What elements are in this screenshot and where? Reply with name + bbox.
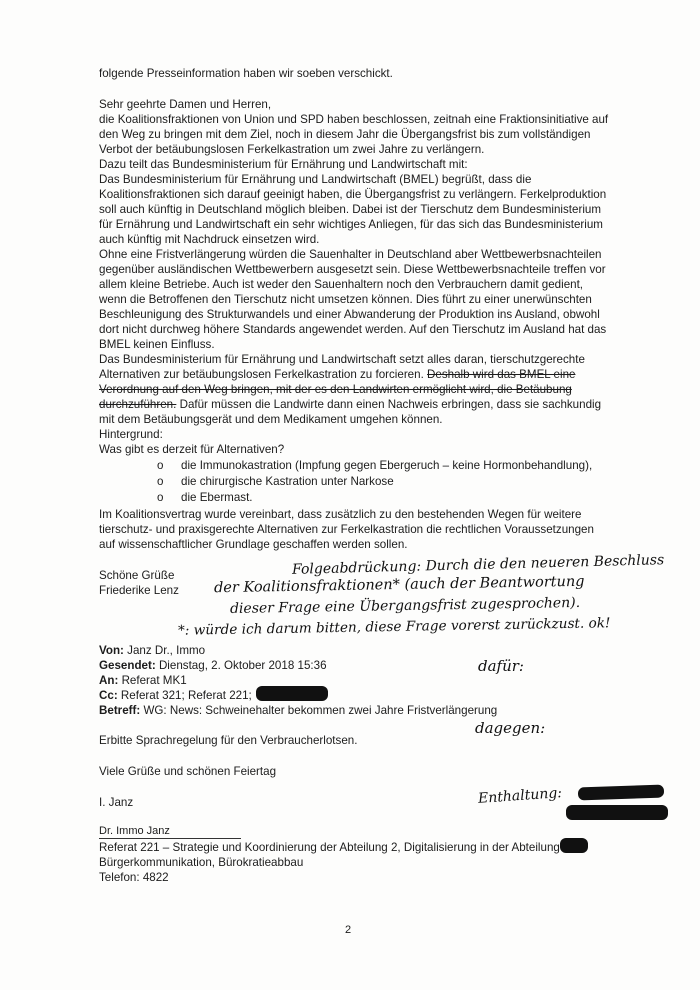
- section-heading: Hintergrund:: [99, 428, 163, 441]
- handwritten-note-line: der Koalitionsfraktionen* (auch der Beantwortung: [213, 573, 585, 597]
- request-line: Erbitte Sprachregelung für den Verbraucherlotsen.: [99, 734, 358, 747]
- body-line: gegenüber ausländischen Wettbewerbern ausgesetzt sein. Diese Wettbewerbsnachteile treffen vor: [99, 263, 606, 276]
- body-line: auf wissenschaftlicher Grundlage geschaffen werden sollen.: [99, 538, 408, 551]
- body-line-struck: [99, 382, 572, 397]
- bullet-text: die chirurgische Kastration unter Narkose: [181, 475, 394, 488]
- bullet-item: [157, 458, 592, 473]
- redaction-block: [578, 785, 664, 801]
- subject-label: Betreff:: [99, 704, 141, 717]
- question-line: Was gibt es derzeit für Alternativen?: [99, 443, 285, 456]
- page-number: 2: [345, 924, 352, 936]
- body-line: den Weg zu bringen mit dem Ziel, noch in diesem Jahr die Übergangsfrist bis zum vollständigen: [99, 128, 591, 141]
- body-line-partially-struck: [99, 367, 575, 382]
- header-cc: [99, 688, 252, 703]
- body-line: tierschutz- und praxisgerechte Alternativen zur Ferkelkastration die rechtlichen Voraussetzungen: [99, 523, 594, 536]
- body-line: Ohne eine Fristverlängerung würden die Sauenhalter in Deutschland aber Wettbewerbsnachteilen: [99, 248, 602, 261]
- signature-line: Bürgerkommunikation, Bürokratieabbau: [99, 856, 304, 869]
- header-from: [99, 643, 205, 658]
- from-label: Von:: [99, 644, 124, 657]
- regards-line: Viele Grüße und schönen Feiertag: [99, 765, 277, 778]
- body-line: Im Koalitionsvertrag wurde vereinbart, dass zusätzlich zu den bestehenden Wegen für weitere: [99, 508, 582, 521]
- initials: I. Janz: [99, 796, 134, 809]
- handwritten-note-line: *: würde ich darum bitten, diese Frage vorerst zurückzust. ok!: [177, 615, 611, 639]
- bullet-marker: o: [157, 491, 164, 504]
- redaction-block: [256, 686, 328, 701]
- body-line: die Koalitionsfraktionen von Union und SPD haben beschlossen, zeitnah eine Fraktionsinitiative auf: [99, 113, 609, 126]
- body-line: Koalitionsfraktionen sich darauf geeinigt haben, die Übergangsfrist zu verlängern. Ferkelproduktion: [99, 188, 607, 201]
- body-line: Dazu teilt das Bundesministerium für Ernährung und Landwirtschaft mit:: [99, 158, 468, 171]
- sender-name: Friederike Lenz: [99, 584, 179, 597]
- bullet-marker: o: [157, 475, 164, 488]
- redaction-block: [566, 805, 668, 820]
- handwritten-enthaltung: Enthaltung:: [477, 785, 563, 807]
- signature-line: Referat 221 – Strategie und Koordinierung der Abteilung 2, Digitalisierung in der Abteilung: [99, 841, 560, 854]
- body-line: Verbot der betäubungslosen Ferkelkastration um zwei Jahre zu verlängern.: [99, 143, 485, 156]
- struck-text: durchzuführen.: [99, 398, 177, 411]
- bullet-text: die Immunokastration (Impfung gegen Ebergeruch – keine Hormonbehandlung),: [181, 459, 593, 472]
- to-value: Referat MK1: [121, 674, 187, 687]
- body-line: dort nicht durchweg höhere Standards angewendet werden. Auf den Tierschutz im Ausland hat das: [99, 323, 607, 336]
- from-value: Janz Dr., Immo: [127, 644, 206, 657]
- plain-text: Dafür müssen die Landwirte dann einen Nachweis erbringen, dass sie sachkundig: [176, 398, 602, 411]
- greeting: Schöne Grüße: [99, 569, 175, 582]
- body-line: für Ernährung und Landwirtschaft ein sehr wichtiges Anliegen, für das sich das Bundesministerium: [99, 218, 603, 231]
- signature-name: Dr. Immo Janz: [99, 825, 170, 837]
- cc-value: Referat 321; Referat 221;: [120, 689, 252, 702]
- handwritten-dafuer: dafür:: [478, 657, 524, 675]
- handwritten-note-line: dieser Frage eine Übergangsfrist zugesprochen).: [229, 594, 581, 618]
- struck-text: Deshalb wird das BMEL eine: [427, 368, 576, 381]
- subject-value: WG: News: Schweinehalter bekommen zwei Jahre Fristverlängerung: [143, 704, 498, 717]
- body-line: mit dem Betäubungsgerät und dem Medikament umgehen können.: [99, 413, 443, 426]
- to-label: An:: [99, 674, 119, 687]
- bullet-marker: o: [157, 459, 164, 472]
- body-line: soll auch künftig in Deutschland möglich bleiben. Dabei ist der Tierschutz dem Bundesministerium: [99, 203, 602, 216]
- bullet-item: [157, 474, 394, 489]
- header-subject: [99, 703, 497, 718]
- intro-line: folgende Presseinformation haben wir soeben verschickt.: [99, 67, 393, 80]
- cc-label: Cc:: [99, 689, 118, 702]
- body-line: wenn die Betroffenen den Tierschutz nicht umsetzen können. Dies führt zu einer unerwünschten: [99, 293, 592, 306]
- header-to: [99, 673, 187, 688]
- body-line-partially-struck: [99, 397, 601, 412]
- body-line: Das Bundesministerium für Ernährung und Landwirtschaft setzt alles daran, tierschutzgerechte: [99, 353, 585, 366]
- body-line: Beschleunigung des Strukturwandels und einer Abwanderung der Produktion ins Ausland, obwohl: [99, 308, 600, 321]
- plain-text: Alternativen zur betäubungslosen Ferkelkastration zu forcieren.: [99, 368, 428, 381]
- body-line: BMEL keinen Einfluss.: [99, 338, 215, 351]
- struck-text: Verordnung auf den Weg bringen, mit der es den Landwirten ermöglicht wird, die Betäubung: [99, 383, 572, 396]
- redaction-block: [560, 838, 588, 853]
- body-line: auch künftig mit Nachdruck einsetzen wird.: [99, 233, 320, 246]
- sent-label: Gesendet:: [99, 659, 156, 672]
- sent-value: Dienstag, 2. Oktober 2018 15:36: [158, 659, 327, 672]
- signature-divider: [99, 838, 241, 839]
- handwritten-note-line: Folgeabdrückung: Durch die den neueren Beschluss: [291, 552, 665, 578]
- body-line: Das Bundesministerium für Ernährung und Landwirtschaft (BMEL) begrüßt, dass die: [99, 173, 532, 186]
- handwritten-dagegen: dagegen:: [475, 719, 546, 737]
- bullet-item: [157, 490, 253, 505]
- header-sent: [99, 658, 327, 673]
- bullet-text: die Ebermast.: [181, 491, 253, 504]
- signature-line: Telefon: 4822: [99, 871, 169, 884]
- body-line: allem kleine Betriebe. Auch ist weder den Sauenhaltern noch den Verbrauchern damit gedient,: [99, 278, 584, 291]
- body-line: Sehr geehrte Damen und Herren,: [99, 98, 272, 111]
